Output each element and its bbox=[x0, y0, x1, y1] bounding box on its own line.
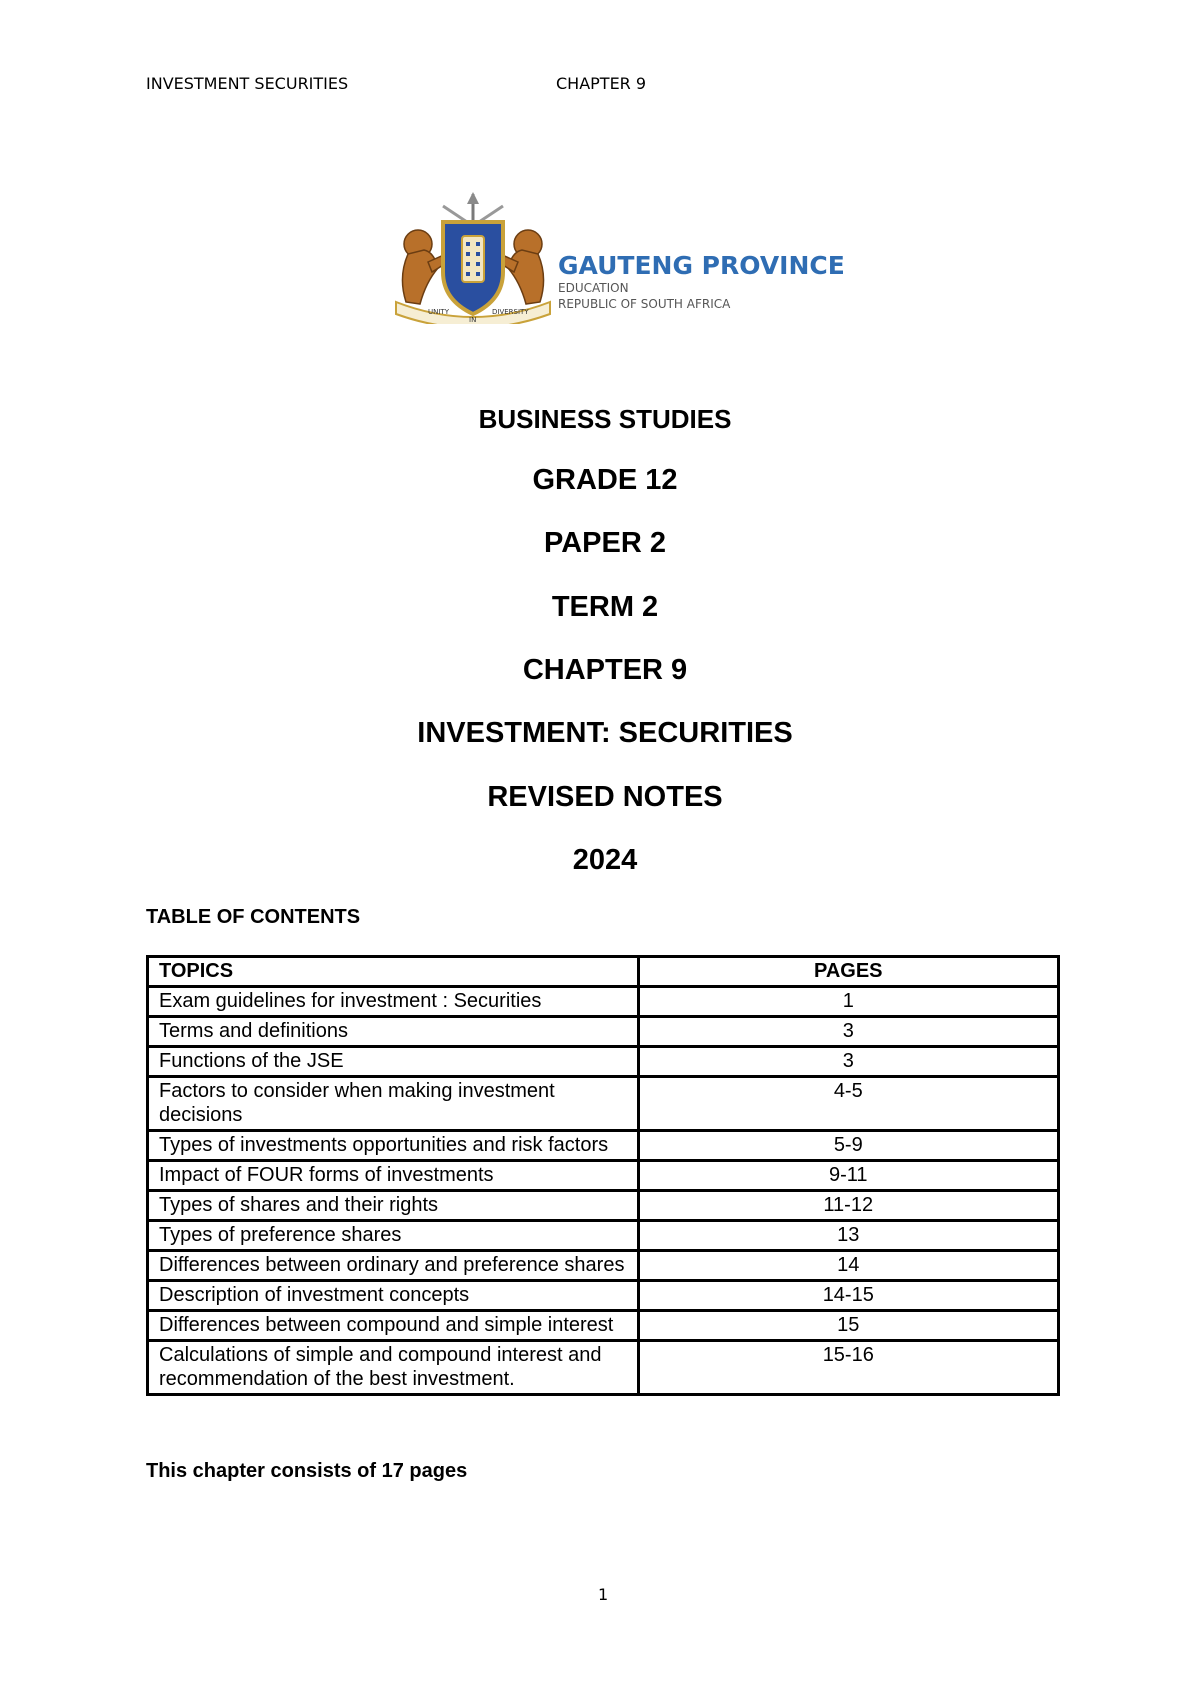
toc-row bbox=[148, 1131, 1059, 1161]
toc-topic: Differences between ordinary and preference shares bbox=[148, 1251, 639, 1281]
toc-row bbox=[148, 1311, 1059, 1341]
toc-row bbox=[148, 1221, 1059, 1251]
toc-topic: Exam guidelines for investment : Securities bbox=[148, 987, 639, 1017]
motto-in: IN bbox=[469, 316, 477, 324]
toc-pages: 15-16 bbox=[638, 1341, 1058, 1395]
toc-row bbox=[148, 1251, 1059, 1281]
toc-pages: 1 bbox=[638, 987, 1058, 1017]
toc-topic: Calculations of simple and compound interest and recommendation of the best investment. bbox=[148, 1341, 639, 1395]
page-number: 1 bbox=[598, 1585, 609, 1604]
term-title: TERM 2 bbox=[551, 591, 659, 623]
running-header bbox=[146, 74, 647, 93]
toc-pages: 13 bbox=[638, 1221, 1058, 1251]
header-chapter: CHAPTER 9 bbox=[556, 74, 647, 93]
toc-pages: 11-12 bbox=[638, 1191, 1058, 1221]
toc-pages: 14 bbox=[638, 1251, 1058, 1281]
toc-header-row bbox=[148, 957, 1059, 987]
paper-title: PAPER 2 bbox=[544, 527, 666, 559]
toc-topic: Terms and definitions bbox=[148, 1017, 639, 1047]
logo-department: EDUCATION bbox=[558, 281, 629, 295]
chapter-title: CHAPTER 9 bbox=[522, 654, 688, 686]
toc-pages: 15 bbox=[638, 1311, 1058, 1341]
toc-topic: Description of investment concepts bbox=[148, 1281, 639, 1311]
toc-topic: Differences between compound and simple interest bbox=[148, 1311, 639, 1341]
motto-diversity: DIVERSITY bbox=[492, 308, 529, 316]
toc-table bbox=[146, 955, 1060, 1396]
logo-province-name: GAUTENG PROVINCE bbox=[558, 251, 845, 280]
motto-unity: UNITY bbox=[428, 308, 449, 316]
toc-col-topics: TOPICS bbox=[148, 957, 639, 987]
notes-title: REVISED NOTES bbox=[487, 781, 723, 813]
toc-pages: 14-15 bbox=[638, 1281, 1058, 1311]
toc-pages: 3 bbox=[638, 1017, 1058, 1047]
toc-pages: 4-5 bbox=[638, 1077, 1058, 1131]
coat-of-arms-icon bbox=[388, 192, 558, 324]
subject-title: BUSINESS STUDIES bbox=[478, 404, 732, 434]
toc-topic: Factors to consider when making investment decisions bbox=[148, 1077, 639, 1131]
toc-col-pages: PAGES bbox=[638, 957, 1058, 987]
toc-row bbox=[148, 1077, 1059, 1131]
toc-topic: Types of preference shares bbox=[148, 1221, 639, 1251]
toc-pages: 9-11 bbox=[638, 1161, 1058, 1191]
header-document-title: INVESTMENT SECURITIES bbox=[146, 74, 349, 93]
logo-wordmark bbox=[558, 252, 845, 312]
toc-pages: 5-9 bbox=[638, 1131, 1058, 1161]
page-count-note: This chapter consists of 17 pages bbox=[146, 1460, 468, 1482]
toc-row bbox=[148, 1047, 1059, 1077]
gauteng-education-logo bbox=[388, 192, 845, 324]
toc-row bbox=[148, 1161, 1059, 1191]
toc-topic: Impact of FOUR forms of investments bbox=[148, 1161, 639, 1191]
toc-topic: Types of investments opportunities and risk factors bbox=[148, 1131, 639, 1161]
toc-topic: Types of shares and their rights bbox=[148, 1191, 639, 1221]
toc-topic: Functions of the JSE bbox=[148, 1047, 639, 1077]
toc-row bbox=[148, 1341, 1059, 1395]
toc-row bbox=[148, 987, 1059, 1017]
grade-title: GRADE 12 bbox=[532, 464, 678, 496]
toc-pages: 3 bbox=[638, 1047, 1058, 1077]
toc-row bbox=[148, 1191, 1059, 1221]
toc-heading: TABLE OF CONTENTS bbox=[146, 906, 361, 928]
topic-title: INVESTMENT: SECURITIES bbox=[417, 717, 793, 749]
toc-row bbox=[148, 1281, 1059, 1311]
logo-country: REPUBLIC OF SOUTH AFRICA bbox=[558, 297, 731, 311]
year-title: 2024 bbox=[572, 844, 638, 876]
toc-row bbox=[148, 1017, 1059, 1047]
